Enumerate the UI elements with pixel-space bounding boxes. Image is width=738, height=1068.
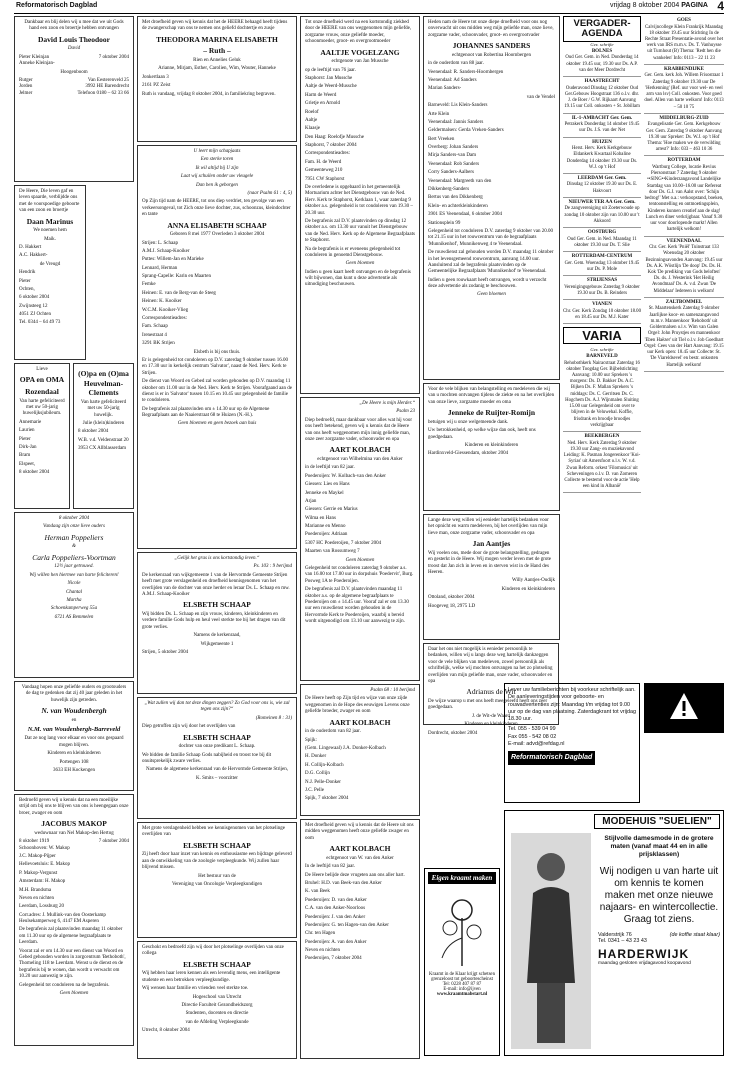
anniversary-poppeliers: 8 oktober 2004 Vandaag zijn onze lieve ouders Herman Poppeliers & Carla Poppeliers-Voortman 12½ jaar getrouwd. Wij willen hen hiermee van harte feliciteren! Nicole Chantal Martha Schoenkamperweg 55a 6721 AS Bemmelen bbox=[14, 512, 134, 678]
notice-name: JACOBUS MAKOP bbox=[41, 819, 107, 829]
event-item bbox=[644, 237, 724, 298]
agenda-item bbox=[563, 300, 641, 324]
page-number: 4 bbox=[717, 0, 724, 13]
death-notice-makop: Bedroefd geven wij u kennis dat na een moeilijke strijd om bij ons te blijven van ons is heengegaan onze broer, zwager en oom JACOBUS MAKOP weduwnaar van Nel Makop-den Hertog 8 oktober 1919 7 oktober 2004 Schoonhoven: W. Makop J.C. Makop-Pijper Hellevoetsluis: E. Makop P. Makop-Vergunst Amsterdam: H. Makop M.H. Brandsma Neven en nichten Leerdam, Lossburg 20 Corr.adres: J. Mullink-van den Oosterkamp Heulsekamperweg 6, 4147 EM Asperen De begrafenis zal plaatsvinden maandag 11 oktober om 11.30 uur op de algemene begraafplaats te Leerdam. Voorat zal er om 14.30 uur een dienst van Woord en Gebed gehouden worden in zorgcentrum 'Bethoboth', Thomeling 118 te Leerdam. Wenst u de dienst en de begrafenis bij te wonen, dan wordt u verwacht om 10.20 uur aanwezig te zijn. Gelegenheid tot condoleren na de begrafenis. Geen bloemen bbox=[14, 794, 134, 1046]
varia-item-text: Ned. Herv. Kerk Zaterdag 9 oktober 19.30 uur Zang- en muziekavond Leiding: K. Pasman Jongerenkoor 'Koi-Syrias' uit Amersfoort o.l.v. W. v.d. Zwan Reform. orkest 'Filomusica' uit Scheveningen o.l.v. D. van Zomeren Collecte te bestemd voor de actie 'Help een kind in Albanië' bbox=[563, 440, 641, 490]
agenda-title: VERGADER- AGENDA bbox=[563, 16, 641, 42]
agenda-item-text: Herst. Herv. Kerk Kerkgebouw Eldankerk Kwartaal Kobaline Donderdag 14 oktober 19.30 uur Ds. W.J. op 't Hof bbox=[566, 146, 638, 170]
column-1 bbox=[14, 16, 134, 1061]
agenda-list bbox=[563, 47, 641, 324]
event-item-heading: GOES bbox=[677, 18, 691, 23]
agenda-item-text: Oud Ger. Gem. in Ned. Donderdag 14 oktober 19.45 uur, 19.30 uur Ds. A.P. van der Meer Dordrecht bbox=[565, 55, 639, 73]
rd-logo: Reformatorisch Dagblad bbox=[508, 751, 595, 764]
varia-title: VARIA bbox=[563, 327, 641, 344]
agenda-item bbox=[563, 228, 641, 252]
agenda-item-heading: STRIJENSAS bbox=[586, 278, 618, 284]
condolence-hogeschool-utrecht: Geschokt en bedroefd zijn wij door het plotselinge overlijden van onze collega ELSBETH SCHAAP Wij hebben haar leren kennen als een levendig mens, een intelligente studente en een betrokken verpleegkundige. Wij wensen haar familie en vrienden veel sterkte toe. Hogeschool van Utrecht Directie Faculteit Gezondheidszorg Studenten, docenten en directie van de Afdeling Verpleegkunde Utrecht, 8 oktober 2004 bbox=[137, 941, 297, 1059]
agenda-item-heading: HUIZEN bbox=[592, 139, 612, 145]
ad-eigen-kraamt: Eigen kraamt maken Kraamt in de Klaar krijgt schetsen grenzeloost tot geboortescheinst Tel: 0228 407 87 87 E-mail: info@ijven www.kraamtmabstart.nl bbox=[424, 868, 500, 1056]
ad-familieberichten: Lever uw familieberichten bij voorkeur schriftelijk aan. De aanleveringstijden voor geboorte- en rouwadvertenties zijn: Maandag t/m vrijdag tot 9.00 uur op de dag van plaatsing. Zaterdagkrant tot vrijdag 18.30 uur. Tel. 055 - 539 04 99 Fax 055 - 542 08 02 E-mail: advd@refdag.nl Reformatorisch Dagblad bbox=[504, 683, 640, 803]
condolence-algemene-kerkenraad: „Wat zullen wij dan tot deze dingen zeggen? Zo God voor ons is, wie zal tegen ons zijn?“ (Romeinen 8 : 31) Diep getroffen zijn wij door het overlijden van ELSBETH SCHAAP dochter van onze predikant L. Schaap. We bidden de familie Schaap Gods nabijheid en troost toe bij dit onuitsprekelijk zware verlies. Namens de algemene kerkenraad van de Hervormde Gemeente Strijen, K. Smits – voorzitter bbox=[137, 697, 297, 819]
ad-website[interactable]: www.kraamtmabstart.nl bbox=[436, 992, 488, 997]
event-item-text: Calvijncollege Klein Frankrijk Maandag 18 oktober 19.45 uur Stichting In de Rechte Straat Presentatie-avond over het werk van IRS m.m.v. Ds. T. Vanhuysse uit Turnhout (B) Thema: 'Redt hen die wankelen' Info: 0113 – 22 11 23 bbox=[644, 24, 724, 61]
anniversary-rozendaal: Lieve OPA en OMA Rozendaal Van harte gefeliciteerd met uw 50-jarig huwelijksjubileum. Annemarie Laurien Pieter Dirk-Jan Bram Elspeet, 8 oktober 2004 bbox=[14, 363, 70, 509]
varia-item-text: Rehobothkerk Nairacstraat Zaterdag 16 oktober Toogdag Ger. Bijbelstichting Aanvang: 10.00 uur Sprekers 's morgens: Ds. D. Bakker Ds. A.C. Bijken Ds. F. Mallan Sprekers 's middags: Ds. C. Gerritsen Ds. C. Hogchem Ds. A.J. Wijnmalen Sluiting 15.00 uur Gelegenheid om over te blijven in de Veluwehal. Koffie, frisdrank en broodje broodjes verkrijgbaar bbox=[564, 360, 640, 428]
agenda-item bbox=[563, 198, 641, 228]
ad-email[interactable]: E-mail: advd@refdag.nl bbox=[508, 741, 565, 748]
agenda-item bbox=[563, 276, 641, 300]
condolence-kerkenraad-strijen: „Gelijk het gras is ons kortstondig leven.“ Ps. 103 : 9 berijmd De kerkenraad van wijkgemeente 1 van de Hervormde Gemeente Strijen heeft met grote verslagenheid en droefheid kennisgenomen van het overlijden van de dochter van onze herder en leraar Ds. L. Schaap en mw. A.M.J. Schaap-Kooiker ELSBETH SCHAAP Wij bidden Ds. L. Schaap en zijn vrouw, kinderen, kleinkinderen en verdere familie Gods hulp en heul veel sterkte toe bij het dragen van dit grote verlies. Namens de kerkenraad, Wijkgemeente 1 Strijen, 5 oktober 2004 bbox=[137, 552, 297, 694]
event-item-heading: MIDDELBURG-ZUID bbox=[659, 115, 709, 121]
page-header bbox=[14, 0, 724, 14]
varia-item-heading: BARNEVELD bbox=[586, 354, 618, 360]
thanks-de-wit: Daar het ons niet mogelijk is eenieder persoonlijk te bedanken, willen wij u langs deze weg hartelijk dankzeggen voor de vele blijken van medeleven, zowel persoonlijk als schriftelijk, welke wij mochten ontvangen na het zo plotseling overlijden van mijn geliefde man, onze vader, schoonvader en opa Adrianus de Wit De wijze waarop u met ons heeft meegeleefd heeft ons zeer goedgedaan. J. de Wit-de Waard Kinderen en kleinkinderen Dordrecht, oktober 2004 bbox=[423, 643, 559, 725]
agenda-item-heading: NIEUWER TER AA Ger. Gem. bbox=[568, 199, 636, 205]
notice-name: David Louis Theodoor bbox=[38, 34, 110, 44]
event-item-text: Wartburg College, locatie Revius Piersonstraat 7 Zaterdag 9 oktober ••SING••Kinderzangavond Landelijke Startdag van 10.00–16.00 uur Refereat door Ds. G.J. van Aalst over: 'Schijn bedrog!' Met o.a.: verkoopstand, boeken, tentoonstelling en ontmoetingsplein, Kinderen kunnen creatief aan de slag! Lunch en diner verkrijgbaar. Vanaf 9.30 uur voor doorlopende markt! Allen hartelijk welkom! bbox=[644, 164, 724, 233]
event-item bbox=[644, 156, 724, 236]
event-item bbox=[644, 114, 724, 157]
anniversary-heuvelman: (O)pa en (O)ma Heuvelman-Clements Van harte gefeliciteerd met uw 50-jarig huwelijk. Julie (klein)kinderen 8 oktober 2004 W.B. v.d. Veldenstraat 20 3953 CX Allblasserdam bbox=[73, 363, 134, 509]
paper-name: Reformatorisch Dagblad bbox=[16, 2, 98, 9]
event-item-heading: ROTTERDAM bbox=[667, 158, 701, 164]
ad-modehuis-suelien: MODEHUIS "SUELIEN" Stijlvolle damesmode in de grotere maten (vanaf maat 44 en in alle prijsklassen) Wij nodigen u van harte uit om kennis te komen maken met onze nieuwe najaars- en wintercollectie. Graag tot ziens. Valderstrijk 76 (de koffie staat klaar) Tel. 0341 – 43 23 43 HARDERWIJK maandag gesloten vrijdagavond koopavond bbox=[504, 810, 724, 1056]
agenda-item bbox=[563, 77, 641, 113]
death-notice-sanders: Heden nam de Heere tot onze diepe droefheid voor ons nog onverwacht uit ons midden weg mijn geliefde man, onze lieve, zorgzame vader, schoonvader, groot- en overgrootvader JOHANNES SANDERS echtgenoot van Robertina Hoornbergen in de ouderdom van 88 jaar. Veenendaal: R. Sanders-Hoornbergen Veenendaal: Ad Sanders Marian Sanders- van de Vendel Barneveld: Lis Klein-Sanders Arte Klein Veenendaal: Jannis Sanders Geldermalsen: Gerda Vreken-Sanders Bert Vreeken Overberg: Johan Sanders Mirja Sanders-van Dam Veenendaal: Rob Sanders Corry Sanders-Aalbers Veenendaal: Margreeth van den Dikkenberg-Sanders Bertus van den Dikkenberg Klein- en achterkleinkinderen 3901 ES Veenendaal, 6 oktober 2004 Stationsplein 99 Gelegenheid tot condoleren D.V. zaterdag 9 oktober van 20.00 tot 21.15 uur in het rouwcentrum van de begraafplaats 'Munnikenhof', Munnikenweg 4 te Veenendaal. De rouwdienst zal gehouden worden D.V. maandag 11 oktober in het levensgemeend rouwcentrum, aanvang 14.00 uur. Aansluitend zal de begrafenis plaatsvinden op de Gemeentelijke Begraafplaats 'Munnikenhof' te Veenendaal. Indien u geen rouwkaart heeft ontvangen, wordt u verzocht deze advertentie als zodanig te beschouwen. Geen bloemen bbox=[423, 16, 560, 380]
event-item bbox=[644, 65, 724, 114]
event-item bbox=[644, 16, 724, 65]
agenda-item-heading: HAASTRECHT bbox=[584, 79, 620, 85]
death-notice-anna-schaap: U leert mijn schapjaats Een sterke toren Ik wil altijd bij U zijn Laat wij schuilen onder uw vleugele Dan ben ik geborgen (naar Psalm 61 : 4, 5) Op Zijn tijd nam de HEERE, tot ons diep verdriet, ten gevolge van een verkeersongeval, tot Zich onze lieve dochter, zus, schoonzus, kleindochter en tante ANNA ELISABETH SCHAAP Geboren 8 mei 1977 Overleden 3 oktober 2004 Strijen: L. Schaap A.M.J. Schaap-Kooiker Puttes: Willem-Jan en Marieke Lennard, Herman Sprang-Capelle: Karin en Maarten Femke Heinen: E. van de Berg-van de Steeg Heinen: K. Kooiker W.C.M. Kooiker-Vlieg Correspondentieadres: Fam. Schaap Irenestraat 4 3291 BK Strijen Elsbeth is bij ons thuis. Er is gelegenheid tot condoleren op D.V. zaterdag 9 oktober tussen 16.00 en 17.30 uur in kerkelijk centrum 'Salvator', naast de Ned. Herv. Kerk te Strijen. De dienst van Woord en Gebed zal worden gehouden op D.V. maandag 11 oktober om 11.00 uur in de Ned. Herv. Kerk te Strijen. Voorafgaand aan de dienst is er in 'Salvator' tussen 10.15 en 10.45 uur gelegenheid de familie te condoleren. De begrafenis zal plaatsvinden om ± 14.30 uur op de Algemene Begraafplaats aan de Naaierstraat 68 te Huizen (N.-H.). Geen bloemen en geen bezoek aan huis bbox=[137, 145, 297, 549]
agenda-item-heading: IL-1-AMBACHT Ger. Gem. bbox=[571, 115, 633, 121]
agenda-item-text: Ger. Gem. Woensdag 13 oktober 19.45 uur Ds. P. Mole bbox=[564, 260, 640, 272]
agenda-item-text: Petrakerk Donderdag 14 oktober 19.45 uur Ds. J.S. van der Net bbox=[564, 122, 640, 134]
agenda-item-heading: BOLNES bbox=[591, 48, 613, 54]
page-date: vrijdag 8 oktober 2004 PAGINA bbox=[610, 2, 708, 9]
agenda-item-text: De zangvereniging uit Zoeterwoude op zondag 10 oktober zijn van 10.00 uur 't Akkoord bbox=[564, 206, 640, 224]
column-3 bbox=[300, 16, 420, 1061]
varia-item bbox=[563, 432, 641, 493]
condolence-verpleegkundigen: Met grote verslagenheid hebben we kennisgenomen van het plotselinge overlijden van ELSBETH SCHAAP Zij heeft door haar inzet van kennis en enthousiasme een bijdrage geleverd aan de ontwikkeling van de zoologie verpleegkunde. Wij zullen haar blijvend missen. Het bestuur van de Vereniging van Oncologie Verpleegkundigen bbox=[137, 822, 297, 938]
thanks-aantjes: Lange deze weg willen wij eenieder hartelijk bedanken voor het opnicht en warm medeleven, bij het overlijden van mijn lieve man, onze zorgzame vader, schoonvader en opa Jan Aantjes Wij voelen ons, mede door de grote belangstelling, gedragen en gesterkt in de Heere. Wij mogen verder leven met de grote troost dat Jan zich in leven en in sterven wist in de Hand des Heeren. Willy Aantjes-Oudijk Kinderen en kleinkinderen Ottoland, oktober 2004 Hoogeveg 18, 2975 LD bbox=[423, 514, 560, 640]
warning-icon bbox=[668, 691, 700, 721]
notice-name: ANNA ELISABETH SCHAAP bbox=[167, 220, 267, 230]
event-item-heading: ZALTBOMMEL bbox=[665, 299, 703, 305]
ad-title: MODEHUIS "SUELIEN" bbox=[594, 814, 720, 829]
agenda-item-text: Chr. Ger. Kerk Zondag 10 oktober 18.00 en 18.45 uur Ds. M.J. Kater bbox=[563, 308, 641, 320]
agenda-item bbox=[563, 138, 641, 174]
thanks-de-ruijter: Voor de vele blijken van belangstelling en medeleven die wij van u mochten ontvangen tijdens de ziekte en na het overlijden van onze lieve, zorgzame moeder en oma Jenneke de Ruijter-Romijn betuigen wij u onze welgemeende dank. Uw betrokkenheid, op welke wijze dan ook, heeft ons goedgedaan. Kinderen en kleinkinderen Hardinxveld-Giessendam, oktober 2004 bbox=[423, 383, 560, 511]
event-item-text: St. Maartenskerk Zaterdag 9 oktober Jaarlijkse koor- en samenzangavond m.m.v. Mannenkoor 'Rehoboth' uit Goldermalsen o.l.v. Wim van Galen Orgel: John Pruystjes en mannenkoor 'Eben Haëzer' uit Tiel o.l.v. Job Goedhart Orgel: Cees van der Hart Aanvang: 19.15 uur Kerk open: 18.45 uur Collecte: St. 'De Viareldsevel' en bestr. onkosten Hartelijk welkom! bbox=[644, 306, 724, 368]
birth-notice-daan: De Heere, Die leven gaf en leven spaarde, verblijdde ons met de voorspoedige geboorte van een zoon en broertje Daan Marinus We noemen hem Maik. D. Hakkert A.C. Hakkert- de Vreugd Hendrik Pieter Ochten, 6 oktober 2004 Zwijnsteeg 12 4051 ZJ Ochten Tel. 0344 – 64 49 73 bbox=[14, 185, 86, 360]
agenda-item-text: Ouderavond Dinsdag 12 oktober Oud Ger.Gebouw Hoogstraat 136 o.l.v. dhr. J. de Boer / G.W. Rijkaart Aanvang 19.15 uur Coll. onkosten + St. Jobillam bbox=[564, 85, 640, 110]
event-item-heading: VEENENDAAL bbox=[666, 238, 702, 244]
ad-warning-block bbox=[644, 683, 724, 733]
agenda-item-text: Dinsdag 12 oktober 19.30 uur Ds. E. Hakvoort bbox=[566, 182, 638, 194]
model-photo bbox=[511, 833, 591, 1049]
agenda-item-text: Oud Ger. Gem. in Ned. Maandag 11 oktober 19.30 uur Ds. T. Slie bbox=[567, 236, 637, 248]
notice-name: AART KOLBACH bbox=[329, 445, 391, 455]
agenda-item-heading: VIANEN bbox=[592, 302, 612, 308]
event-item-text: Ger. Gem. kerk Joh. Willem Frisostraat 1 Zaterdag 9 oktober 19.30 uur De 'Herkenning' (Ref. uur voor wel- en veel arm van lsv) Coll. onkosten. Voor goed doel. Allen van harte welkom! Info: 0113 – 50 10 75 bbox=[644, 73, 724, 110]
varia-list bbox=[563, 352, 641, 493]
notice-name: AALTJE VOGELZANG bbox=[320, 47, 400, 57]
agenda-item bbox=[563, 47, 641, 77]
column-2 bbox=[137, 16, 297, 1061]
anniversary-van-woudenbergh: Vandaag hopen onze geliefde ouders en grootouders de dag te gedenken dat zij 40 jaar geleden in het huwelijk zijn getreden. N. van Woudenbergh en N.M. van Woudenbergh-Barreveld Dat ze nog lang voor elkaar en voor ons gespaard mogen blijven. Kinderen en kleinkinderen Portengen 108 3633 EH Kockengen bbox=[14, 681, 134, 791]
birth-notice-david: Dankbaar en blij delen wij u mee dat we uit Gods hand een zoon en broertje hebben ontvangen David Louis Theodoor David Pieter Kleinjan 7 oktober 2004 Anneke Kleinjan- Hoogenboom Rutger Van Eesterenveld 25 Jorden 3992 HE Barendrecht Jelmer Telefoon 0180 – 62 33 66 bbox=[14, 16, 134, 182]
varia-item-heading: BEEKBERGEN bbox=[584, 434, 620, 440]
events-column bbox=[644, 16, 724, 680]
agenda-item-heading: LEERDAM Ger. Gem. bbox=[577, 175, 627, 181]
agenda-item-text: Verenigingsgebouw Zaterdag 9 oktober 19.30 uur Ds. B. Reinders bbox=[564, 284, 640, 296]
event-item-text: Evangelisatie Ger. Gem. Kerkgebouw Ger. Gem. Zaterdag 9 oktober Aanvang 19.30 uur Spreker: Ds. W.J. op 't Hof Thema: 'Hoe maken we de verwilding arrest?' Info: 033 – 463 10 36 bbox=[646, 122, 722, 153]
death-notice-kolbach-family: Met droefheid geven wij u kennis dat de Heere uit ons midden weggenomen heeft onze geliefde zwager en oom AART KOLBACH echtgenoot van W. van den Anker In de leeftijd van 82 jaar. De Heere belijde deze vrugeten aan ons aller hart. Bruhel: H.D. van Beek-van den Anker K. van Beek Poederoijen: D. van den Anker C.A. van den Anker-Noorloos Poederoijen: J. van den Anker Poederoijen: G. ten Hagen-van den Anker Chr. ten Hagen Poederoijen: A. van den Anker Neven en nichten Poederoijen, 7 oktober 2004 bbox=[300, 819, 420, 1059]
agenda-item bbox=[563, 252, 641, 276]
death-notice-vogelzang: Tot onze droefheid werd na een kortstondig ziekbed door de HEERE van ons weggenomen mijn geliefde, zorgzame vrouw, onze geliefde moeder, schoonmoeder, groot- en overgrootmoeder AALTJE VOGELZANG echtgenote van Jan Mussche op de leeftijd van 76 jaar. Staphorst: Jan Mussche Aaltje de Weerd-Mussche Harm de Weerd Grietje en Arnold Roelof Aaltje Klaasje Den Haag: Roelofje Mussche Staphorst, 7 oktober 2004 Correspondentieadres: Fam. H. de Weerd Gemeenteweg 210 7951 CW Staphorst De overledene is opgebaard in het gemeentelijk Mortuarium achter het Dienstgebouw van de Ned. Herv. Kerk te Staphorst, Kerklaan 1, waar zaterdag 9 oktober a.s. gelegenheid is tot condoleren van 19.30 – 20.30 uur. De begrafenis zal D.V. plaatsvinden op dinsdag 12 oktober a.s. om 13.30 uur vanuit het Dienstgebouw van de Ned. Herv. Kerk op de Algemene Begraafplaats te Staphorst. Na de begrafenis is er eveneens gelegenheid tot condoleren in genoemd Dienstgebouw. Geen bloemen Indien u geen kaart heeft ontvangen en de begrafenis wilt bijwonen, dan kunt u deze advertentie als uitnodiging beschouwen. bbox=[300, 16, 420, 394]
anniversary-pair bbox=[14, 363, 134, 509]
agenda-item bbox=[563, 174, 641, 198]
vergader-agenda: VERGADER- AGENDA Gez. schrifte BOLNES Oud Ger. Gem. in Ned. Donderdag 14 oktober 19.45 uur, 19.30 uur Ds. A.P. van der Meer Dordrecht HAASTRECHT Ouderavond Dinsdag 12 oktober Oud Ger.Gebouw Hoogstraat 136 o.l.v. dhr. J. de Boer / G.W. Rijkaart Aanvang 19.15 uur Coll. onkosten + St. Jobillam IL-1-AMBACHT Ger. Gem. Petrakerk Donderdag 14 oktober 19.45 uur Ds. J.S. van der Net HUIZEN Herst. Herv. Kerk Kerkgebouw Eldankerk Kwartaal Kobaline Donderdag 14 oktober 19.30 uur Ds. W.J. op 't Hof LEERDAM Ger. Gem. Dinsdag 12 oktober 19.30 uur Ds. E. Hakvoort NIEUWER TER AA Ger. Gem. De zangvereniging uit Zoeterwoude op zondag 10 oktober zijn van 10.00 uur 't Akkoord OOSTBURG Oud Ger. Gem. in Ned. Maandag 11 oktober 19.30 uur Ds. T. Slie ROTTERDAM-CENTRUM Ger. Gem. Woensdag 13 oktober 19.45 uur Ds. P. Mole STRIJENSAS Verenigingsgebouw Zaterdag 9 oktober 19.30 uur Ds. B. Reinders VIANEN Chr. Ger. Kerk Zondag 10 oktober 18.00 en 18.45 uur Ds. M.J. Kater VARIA Gez. schrifte BARNEVELD Rehobothkerk Nairacstraat Zaterdag 16 oktober Toogdag Ger. Bijbelstichting Aanvang: 10.00 uur Sprekers 's morgens: Ds. D. Bakker Ds. A.C. Bijken Ds. F. Mallan Sprekers 's middags: Ds. C. Gerritsen Ds. C. Hogchem Ds. A.J. Wijnmalen Sluiting 15.00 uur Gelegenheid om over te blijven in de Veluwehal. Koffie, frisdrank en broodje broodjes verkrijgbaar BEEKBERGEN Ned. Herv. Kerk Zaterdag 9 oktober 19.30 uur Zang- en muziekavond Leiding: K. Pasman Jongerenkoor 'Koi-Syrias' uit Amersfoort o.l.v. W. v.d. Zwan Reform. orkest 'Filomusica' uit Scheveningen o.l.v. D. van Zomeren Collecte te bestemd voor de actie 'Help een kind in Albanië' bbox=[563, 16, 641, 680]
death-notice-kolbach: „De Heere is mijn Herder.“ Psalm 23 Diep bedroefd, maar dankbaar voor alles wat hij voor ons heeft betekend, geven wij u kennis dat de Heere van ons heeft weggenomen mijn innig geliefde man, onze zeer zorgzame vader, schoonvader en opa AART KOLBACH echtgenoot van Wilhelmina van den Anker in de leeftijd van 82 jaar. Poederoijen: W. Kolbach-van den Anker Giessen: Lies en Hans Jenneke en Maykel Arjan Giessen: Gerrie en Marius Wilma en Hans Marianne en Menno Poederoijen: Adriaan 5307 HC Poederoijen, 7 oktober 2004 Maarten van Rossumweg 7 Geen bloemen Gelegenheid tot condoleren zaterdag 9 oktober a.s. van 16.00 tot 17.00 uur in dorpshuis 'Poedervit', Burg. Posweg 1A te Poederoijen. De begrafenis zal D.V. plaatsvinden maandag 11 oktober a.s. op de algemene begraafplaats te Poederoijen om ± 14.45 uur. Vooraf zal er om 13.30 uur een rouwdienst worden gehouden in de Hervormde Kerk te Poederoijen, waarbij u bereid wordt uitgenodigd om 13.10 uur aanwezig te zijn. bbox=[300, 397, 420, 681]
varia-item bbox=[563, 352, 641, 432]
agenda-item-heading: OOSTBURG bbox=[587, 230, 617, 236]
agenda-item bbox=[563, 114, 641, 138]
notice-name: Daan Marinus bbox=[26, 216, 74, 226]
agenda-item-heading: ROTTERDAM-CENTRUM bbox=[571, 254, 633, 260]
flower-illustration-icon bbox=[432, 888, 492, 968]
event-item bbox=[644, 298, 724, 372]
death-notice-kolbach-spijk: Psalm 68 : 10 berijmd De Heere heeft op Zijn tijd en wijze van onze zijde weggenomen in de Hope des eeuwigen Levens onze geliefde broeder, zwager en oom AART KOLBACH in de ouderdom van 82 jaar. Spijk: (Gem. Lingewaal) J.A. Donker-Kolbach H. Donker H. Collijn-Kolbach D.G. Collijn N.J. Pelle-Donker J.C. Pelle Spijk, 7 oktober 2004 bbox=[300, 684, 420, 816]
notice-name: JOHANNES SANDERS bbox=[452, 41, 531, 51]
death-notice-ruth: Met droefheid geven wij kennis dat het de HEERE behaagd heeft tijdens de zwangerschap van ons te nemen ons geliefd dochtertje en zusje THEODORA MARINA ELISABETH – Ruth – Rien en Annelies Geluk Arianne, Mirjam, Esther, Carolien, Wim, Wouter, Hanneke Jonkertlaan 3 2161 PZ Zeist Ruth is vandaag, vrijdag 8 oktober 2004, in familiekring begraven. bbox=[137, 16, 297, 142]
events-list bbox=[644, 16, 724, 372]
event-item-heading: KRABBENDIJKE bbox=[663, 66, 704, 72]
event-item-text: Chr. Ger. Kerk 'Pniël' Tuinstraat 133 Woensdag 20 oktober Bezinningsavonden Aanvang: 19.45 uur Ds. A.K. Wöstlijn 'De doop' Ds. Ds. H. Kok 'De prediking van Gods beloften' Ds. ds. J. Westerink 'Het Heilig Avondmaal' Ds. A. v.d. Zwan 'De Middelaar' Iedereen is welkom! bbox=[645, 245, 723, 294]
